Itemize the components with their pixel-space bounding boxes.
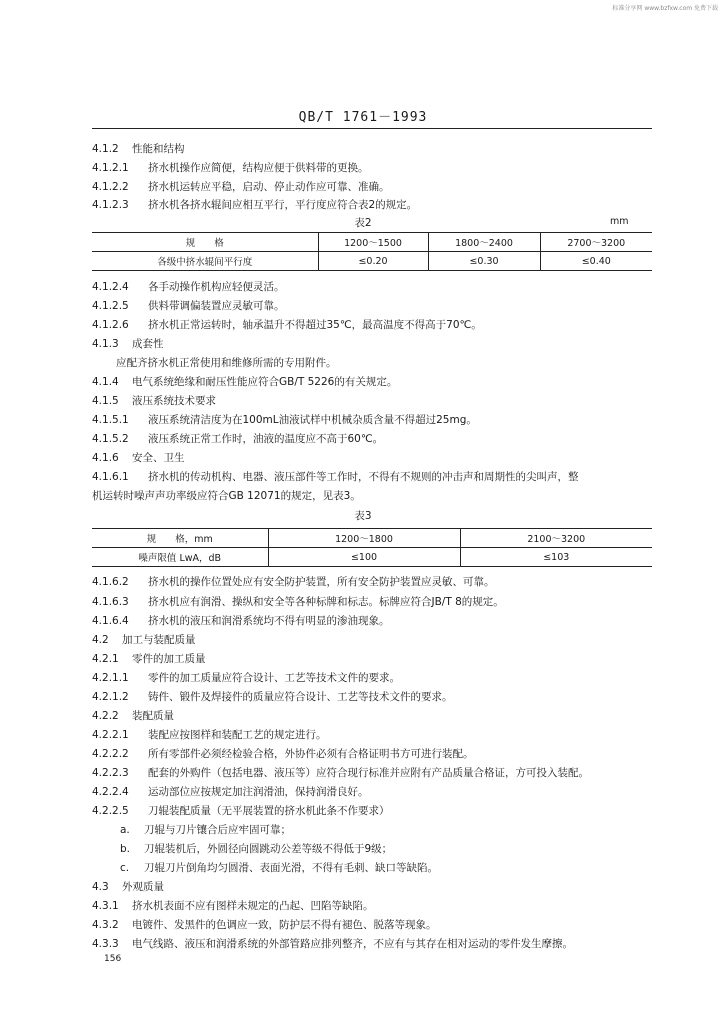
table-cell: 规 格，mm [92,529,268,548]
clause-line: 4.2.2 装配质量 [92,710,174,722]
table3 [92,528,652,567]
standard-number-header: QB/T 1761－1993 [298,110,428,125]
clause-line: 4.1.5.2 液压系统正常工作时，油液的温度应不高于60℃。 [92,433,384,445]
clause-line: 4.1.6.4 挤水机的液压和润滑系统均不得有明显的渗油现象。 [92,615,390,627]
clause-line: 4.1.6.1 挤水机的传动机构、电器、液压部件等工作时，不得有不规则的冲击声和周期性的尖叫声，整 [92,471,579,483]
clause-line: 4.2.2.4 运动部位应按规定加注润滑油，保持润滑良好。 [92,786,369,798]
list-item: b. 刀辊装机后，外圆径向圆跳动公差等级不得低于9级； [120,843,393,855]
table-cell: 1200～1800 [268,529,460,548]
clause-line: 机运转时噪声声功率级应符合GB 12071的规定，见表3。 [92,490,361,502]
table-cell: 1800～2400 [428,233,540,252]
table-cell: 1200～1500 [318,233,428,252]
clause-line: 4.2.2.3 配套的外购件（包括电器、液压等）应符合现行标准并应附有产品质量合格证，方可投入装配。 [92,767,589,779]
table-cell: 规 格 [92,233,318,252]
clause-line: 4.1.2.1 挤水机操作应简便，结构应便于供料带的更换。 [92,162,369,174]
table-cell: 噪声限值 LwA，dB [92,548,268,567]
table-header-row [92,233,652,252]
table2-unit: mm [610,216,629,227]
table3-caption: 表3 [354,510,372,522]
clause-line: 4.1.6 安全、卫生 [92,452,185,464]
table-row [92,252,652,271]
clause-line: 4.1.5.1 液压系统清洁度为在100mL油液试样中机械杂质含量不得超过25mg。 [92,414,477,426]
header-rule [92,128,652,129]
table2 [92,232,652,271]
clause-line: 4.1.2.5 供料带调偏装置应灵敏可靠。 [92,300,285,312]
clause-line: 4.1.4 电气系统绝缘和耐压性能应符合GB/T 5226的有关规定。 [92,376,398,388]
clause-line: 4.1.6.3 挤水机应有润滑、操纵和安全等各种标牌和标志。标牌应符合JB/T 8的规定。 [92,596,504,608]
table-cell: ≤0.40 [540,252,652,271]
table-cell: ≤103 [460,548,652,567]
clause-line: 4.1.2 性能和结构 [92,143,185,155]
table-cell: 2100～3200 [460,529,652,548]
clause-line: 4.2.1 零件的加工质量 [92,653,206,665]
clause-line: 4.1.2.6 挤水机正常运转时，轴承温升不得超过35℃，最高温度不得高于70℃。 [92,319,482,331]
table-cell: ≤0.20 [318,252,428,271]
clause-line: 4.1.2.4 各手动操作机构应轻便灵活。 [92,281,285,293]
clause-line: 4.2 加工与装配质量 [92,634,196,646]
clause-line: 4.3.3 电气线路、液压和润滑系统的外部管路应排列整齐，不应有与其存在相对运动的零件发生摩擦。 [92,938,573,950]
list-item: c. 刀辊刀片倒角均匀圆滑、表面光滑，不得有毛刺、缺口等缺陷。 [120,862,438,874]
clause-line: 4.2.1.1 零件的加工质量应符合设计、工艺等技术文件的要求。 [92,672,400,684]
clause-line: 4.2.2.2 所有零部件必须经检验合格，外协件必须有合格证明书方可进行装配。 [92,748,474,760]
table2-caption: 表2 [354,217,372,229]
table-cell: ≤100 [268,548,460,567]
clause-line: 4.2.2.5 刀辊装配质量（无平展装置的挤水机此条不作要求） [92,805,390,817]
table-cell: ≤0.30 [428,252,540,271]
clause-line: 4.2.2.1 装配应按图样和装配工艺的规定进行。 [92,729,327,741]
clause-line: 4.1.3 成套性 [92,338,164,350]
list-item: a. 刀辊与刀片镶合后应牢固可靠； [120,824,291,836]
page-number: 156 [104,954,122,964]
clause-line: 4.3 外观质量 [92,881,164,893]
clause-line: 4.3.2 电镀件、发黑件的色调应一致，防护层不得有褪色、脱落等现象。 [92,919,437,931]
clause-line: 4.1.2.2 挤水机运转应平稳，启动、停止动作应可靠、准确。 [92,181,390,193]
watermark: 标准分享网 www.bzfxw.com 免费下载 [612,5,718,12]
clause-line: 4.1.5 液压系统技术要求 [92,395,216,407]
table-header-row [92,529,652,548]
clause-line: 应配齐挤水机正常使用和维修所需的专用附件。 [116,357,337,369]
table-cell: 2700～3200 [540,233,652,252]
clause-line: 4.1.2.3 挤水机各挤水辊间应相互平行，平行度应符合表2的规定。 [92,199,418,211]
table-cell: 各级中挤水辊间平行度 [92,252,318,271]
clause-line: 4.3.1 挤水机表面不应有图样未规定的凸起、凹陷等缺陷。 [92,900,374,912]
clause-line: 4.1.6.2 挤水机的操作位置处应有安全防护装置，所有安全防护装置应灵敏、可靠。 [92,576,495,588]
table-row [92,548,652,567]
clause-line: 4.2.1.2 铸件、锻件及焊接件的质量应符合设计、工艺等技术文件的要求。 [92,691,453,703]
